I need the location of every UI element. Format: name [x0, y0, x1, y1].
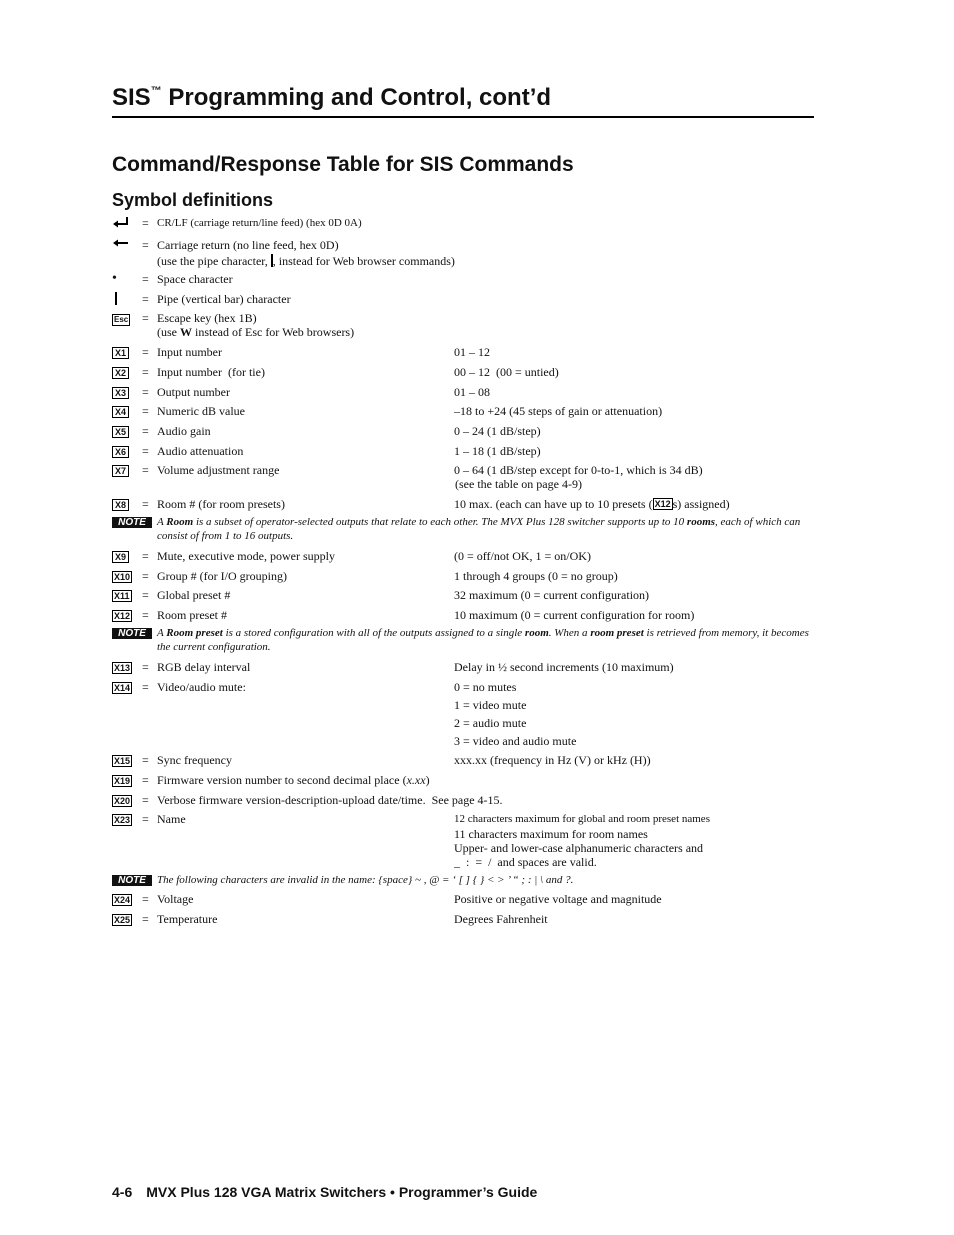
- variable-description: Voltage: [157, 892, 194, 906]
- variable-value: 32 maximum (0 = current configuration): [454, 588, 650, 602]
- variable-value: 0 – 64 (1 dB/step except for 0-to-1, which is 34 dB): [454, 463, 703, 477]
- note-text: The following characters are invalid in the name: {space} ~ , @ = ‘ [ ] { } < > ’ “ ; : | \ and ?.: [157, 874, 574, 886]
- equals-sign: =: [142, 404, 149, 418]
- variable-description: Verbose firmware version-description-upload date/time. See page 4-15.: [157, 793, 503, 807]
- variable-value: Degrees Fahrenheit: [454, 912, 548, 926]
- equals-sign: =: [142, 311, 149, 325]
- variable-label: X14: [114, 683, 131, 693]
- esc-key-icon: Esc: [114, 315, 129, 324]
- cr-subnote-text: [157, 254, 455, 268]
- header-title-pre: SIS: [112, 84, 151, 111]
- variable-value: 10 maximum (0 = current configuration for room): [454, 608, 695, 622]
- variable-value: 1 – 18 (1 dB/step): [454, 444, 541, 458]
- variable-value-line4: 3 = video and audio mute: [454, 734, 577, 748]
- equals-sign: =: [142, 424, 149, 438]
- variable-label: X10: [114, 572, 131, 582]
- equals-sign: =: [142, 549, 149, 563]
- variable-label: X12: [114, 611, 131, 621]
- variable-description: Room preset #: [157, 608, 227, 622]
- variable-label: X7: [112, 465, 129, 477]
- equals-sign: =: [142, 292, 149, 306]
- variable-description: Group # (for I/O grouping): [157, 569, 287, 583]
- note-badge: NOTE: [112, 628, 152, 639]
- variable-label: X23: [114, 815, 131, 825]
- variable-value: –18 to +24 (45 steps of gain or attenuation): [454, 404, 663, 418]
- note-room: [112, 515, 817, 542]
- equals-sign: =: [142, 793, 149, 807]
- variable-label: X15: [114, 756, 131, 766]
- trademark-symbol: ™: [150, 85, 162, 97]
- variable-value-line2: 1 = video mute: [454, 698, 527, 712]
- variable-label: X19: [114, 776, 131, 786]
- variable-description: Room # (for room presets): [157, 497, 285, 511]
- equals-sign: =: [142, 892, 149, 906]
- equals-sign: =: [142, 660, 149, 674]
- variable-description: Input number (for tie): [157, 365, 265, 379]
- equals-sign: =: [142, 385, 149, 399]
- variable-value: 01 – 08: [454, 385, 490, 399]
- equals-sign: =: [142, 444, 149, 458]
- variable-description: Sync frequency: [157, 753, 232, 767]
- variable-description: Volume adjustment range: [157, 463, 280, 477]
- variable-label: X8: [112, 499, 129, 511]
- note-text: A Room is a subset of operator-selected outputs that relate to each other. The MVX Plus 128 switcher supports up to 10 rooms, each of which can consist of from 1 to 16 outputs.: [157, 516, 801, 542]
- equals-sign: =: [142, 238, 149, 252]
- equals-sign: =: [142, 812, 149, 826]
- crlf-icon: [112, 216, 138, 230]
- note-text: A Room preset is a stored configuration with all of the outputs assigned to a single room. When a room preset is retrieved from memory, it becomes the current configuration.: [157, 627, 809, 653]
- page-header: [112, 84, 814, 118]
- variable-description: Audio attenuation: [157, 444, 244, 458]
- variable-label: X25: [114, 915, 131, 925]
- note-badge: NOTE: [112, 517, 152, 528]
- variable-description: Firmware version number to second decimal place (x.xx): [157, 773, 430, 787]
- equals-sign: =: [142, 272, 149, 286]
- variable-value: 00 – 12 (00 = untied): [454, 365, 559, 379]
- equals-sign: =: [142, 345, 149, 359]
- space-description: Space character: [157, 272, 233, 286]
- variable-description: Global preset #: [157, 588, 231, 602]
- variable-value: 10 max. (each can have up to 10 presets ( X12 s) assigned): [454, 497, 730, 511]
- equals-sign: =: [142, 365, 149, 379]
- variable-value: xxx.xx (frequency in Hz (V) or kHz (H)): [454, 753, 651, 767]
- variable-value-line2: (see the table on page 4-9): [455, 477, 582, 491]
- equals-sign: =: [142, 216, 149, 230]
- variable-value: Positive or negative voltage and magnitude: [454, 892, 662, 906]
- variable-description: Mute, executive mode, power supply: [157, 549, 335, 563]
- variable-description: Output number: [157, 385, 230, 399]
- variable-label: X9: [112, 551, 129, 563]
- pipe-description: Pipe (vertical bar) character: [157, 292, 291, 306]
- variable-description: RGB delay interval: [157, 660, 251, 674]
- equals-sign: =: [142, 912, 149, 926]
- variable-label: X11: [114, 591, 130, 601]
- variable-description: Numeric dB value: [157, 404, 245, 418]
- equals-sign: =: [142, 680, 149, 694]
- variable-label: X3: [112, 387, 129, 399]
- cr-description: Carriage return (no line feed, hex 0D): [157, 238, 339, 252]
- web-escape-char: W: [180, 325, 192, 339]
- variable-value: 0 = no mutes: [454, 680, 517, 694]
- variable-value: Delay in ½ second increments (10 maximum): [454, 660, 674, 674]
- variable-value: 0 – 24 (1 dB/step): [454, 424, 541, 438]
- variable-value-line2: 11 characters maximum for room names: [454, 827, 648, 841]
- variable-value: 12 characters maximum for global and room preset names: [454, 813, 710, 825]
- cr-subnote-post: , instead for Web browser commands): [272, 254, 455, 268]
- variable-description: Temperature: [157, 912, 218, 926]
- crlf-description: CR/LF (carriage return/line feed) (hex 0D 0A): [157, 217, 362, 229]
- page-number: 4-6: [112, 1184, 133, 1200]
- footer-title: MVX Plus 128 VGA Matrix Switchers • Programmer’s Guide: [146, 1184, 538, 1200]
- variable-value-line4: _ : = / and spaces are valid.: [454, 855, 597, 869]
- equals-sign: =: [142, 753, 149, 767]
- section-title: Command/Response Table for SIS Commands: [112, 153, 574, 176]
- pipe-symbol-icon: [112, 292, 138, 306]
- variable-label: X5: [112, 426, 129, 438]
- equals-sign: =: [142, 588, 149, 602]
- equals-sign: =: [142, 608, 149, 622]
- variable-label: X20: [114, 796, 131, 806]
- variable-reference-x12: X12: [654, 499, 671, 509]
- equals-sign: =: [142, 497, 149, 511]
- esc-description: Escape key (hex 1B): [157, 311, 257, 325]
- cr-subnote-pre: (use the pipe character,: [157, 254, 268, 268]
- variable-label: X24: [114, 895, 131, 905]
- variable-label: X13: [114, 663, 131, 673]
- variable-description: Audio gain: [157, 424, 211, 438]
- subsection-title: Symbol definitions: [112, 190, 274, 210]
- variable-value-line3: Upper- and lower-case alphanumeric characters and: [454, 841, 704, 855]
- equals-sign: =: [142, 463, 149, 477]
- variable-label: X6: [112, 446, 129, 458]
- variable-value: 1 through 4 groups (0 = no group): [454, 569, 618, 583]
- variable-description: Name: [157, 812, 186, 826]
- variable-label: X4: [112, 406, 129, 418]
- esc-subnote-text: (use W instead of Esc for Web browsers): [157, 325, 355, 339]
- variable-description: Input number: [157, 345, 222, 359]
- note-badge: NOTE: [112, 875, 152, 886]
- equals-sign: =: [142, 569, 149, 583]
- variable-value-line3: 2 = audio mute: [454, 716, 527, 730]
- variable-description: Video/audio mute:: [157, 680, 246, 694]
- variable-label: X1: [112, 347, 129, 359]
- variable-value: 01 – 12: [454, 345, 490, 359]
- note-room-preset: [112, 626, 817, 653]
- variable-value: (0 = off/not OK, 1 = on/OK): [454, 549, 591, 563]
- note-invalid-characters: [112, 873, 817, 887]
- variable-label: X2: [112, 367, 129, 379]
- equals-sign: =: [142, 773, 149, 787]
- page-footer: [112, 1184, 537, 1200]
- header-title-post: Programming and Control, cont’d: [161, 84, 552, 111]
- carriage-return-icon: [112, 238, 138, 252]
- bullet-icon: •: [112, 271, 117, 286]
